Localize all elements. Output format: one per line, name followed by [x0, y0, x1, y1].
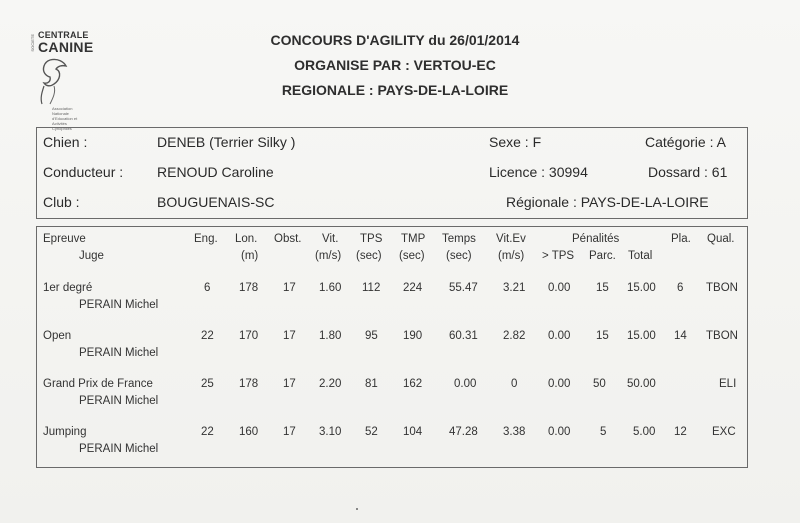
row-obst: 17 [283, 282, 296, 294]
row-temps: 47.28 [449, 426, 478, 438]
conducteur-value: RENOUD Caroline [157, 164, 274, 180]
row-vitev: 0 [511, 378, 518, 390]
header-lon: Lon. [235, 233, 258, 245]
header-penalites: Pénalités [572, 233, 620, 245]
scan-speck [356, 508, 358, 510]
club-label: Club : [43, 194, 80, 210]
header-title: CONCOURS D'AGILITY du 26/01/2014 [270, 32, 520, 48]
chien-value: DENEB (Terrier Silky ) [157, 134, 296, 150]
row-vit: 3.10 [319, 426, 342, 438]
logo-top-text: CENTRALE [38, 30, 89, 40]
row-eng: 22 [201, 426, 214, 438]
header-temps-unit: (sec) [446, 250, 472, 262]
row-pen-tps: 0.00 [548, 426, 571, 438]
row-qual: TBON [706, 282, 738, 294]
dog-silhouette-icon [36, 56, 76, 106]
row-pen-parc: 5 [600, 426, 607, 438]
row-epreuve: Jumping [43, 426, 87, 438]
row-tps: 52 [365, 426, 378, 438]
row-temps: 0.00 [454, 378, 477, 390]
header-pla: Pla. [671, 233, 691, 245]
row-vit: 2.20 [319, 378, 342, 390]
header-regionale: REGIONALE : PAYS-DE-LA-LOIRE [281, 82, 509, 98]
conducteur-label: Conducteur : [43, 164, 124, 180]
header-qual: Qual. [707, 233, 735, 245]
row-lon: 170 [239, 330, 259, 342]
row-epreuve: Open [43, 330, 72, 342]
row-lon: 178 [239, 282, 259, 294]
row-tps: 112 [362, 282, 381, 294]
row-pen-total: 15.00 [627, 282, 656, 294]
results-table [36, 226, 748, 468]
row-tps: 95 [365, 330, 378, 342]
row-pen-parc: 15 [596, 330, 609, 342]
header-pen-parc: Parc. [589, 250, 616, 262]
regionale-value: Régionale : PAYS-DE-LA-LOIRE [506, 194, 709, 210]
row-vit: 1.60 [319, 282, 342, 294]
row-epreuve: 1er degré [43, 282, 93, 294]
row-vit: 1.80 [319, 330, 342, 342]
row-obst: 17 [283, 330, 296, 342]
logo-tagline: Association Nationale d'Education et Activités Cynophiles [52, 106, 78, 131]
row-qual: TBON [706, 330, 738, 342]
header-vit-unit: (m/s) [315, 250, 342, 262]
row-eng: 6 [204, 282, 211, 294]
row-lon: 160 [239, 426, 259, 438]
row-pla: 12 [674, 426, 687, 438]
licence-value: Licence : 30994 [489, 164, 588, 180]
row-pen-total: 15.00 [627, 330, 656, 342]
row-tmp: 224 [403, 282, 423, 294]
row-pen-total: 5.00 [633, 426, 656, 438]
header-pen-tps: > TPS [542, 250, 575, 262]
row-qual: EXC [712, 426, 736, 438]
header-tmp-unit: (sec) [399, 250, 425, 262]
header-obst: Obst. [274, 233, 302, 245]
chien-label: Chien : [43, 134, 88, 150]
header-temps: Temps [442, 233, 476, 245]
header-tmp: TMP [401, 233, 426, 245]
header-vitev-unit: (m/s) [498, 250, 525, 262]
row-pen-tps: 0.00 [548, 282, 571, 294]
row-temps: 60.31 [449, 330, 478, 342]
row-temps: 55.47 [449, 282, 478, 294]
competitor-info-box [36, 127, 748, 219]
header-lon-unit: (m) [241, 250, 259, 262]
row-tmp: 104 [403, 426, 423, 438]
row-juge: PERAIN Michel [79, 395, 159, 407]
row-pen-parc: 15 [596, 282, 609, 294]
row-pla: 6 [677, 282, 684, 294]
row-eng: 25 [201, 378, 214, 390]
header-juge: Juge [79, 250, 104, 262]
row-juge: PERAIN Michel [79, 443, 159, 455]
row-vitev: 3.38 [503, 426, 526, 438]
societe-centrale-canine-logo [30, 30, 100, 131]
header-vit: Vit. [322, 233, 339, 245]
row-pen-tps: 0.00 [548, 378, 571, 390]
sexe-value: Sexe : F [489, 134, 542, 150]
header-eng: Eng. [194, 233, 218, 245]
logo-main-text: CANINE [38, 39, 94, 55]
row-tmp: 162 [403, 378, 423, 390]
row-qual: ELI [719, 378, 737, 390]
row-tps: 81 [365, 378, 378, 390]
dossard-value: Dossard : 61 [648, 164, 728, 180]
logo-side-text: SOCIETE [30, 34, 35, 52]
row-pla: 14 [674, 330, 687, 342]
row-obst: 17 [283, 378, 296, 390]
club-value: BOUGUENAIS-SC [157, 194, 275, 210]
row-juge: PERAIN Michel [79, 347, 159, 359]
header-epreuve: Epreuve [43, 233, 86, 245]
header-organiser: ORGANISE PAR : VERTOU-EC [294, 57, 496, 73]
info-row-club [37, 194, 747, 216]
row-tmp: 190 [403, 330, 423, 342]
info-row-chien [37, 134, 747, 156]
info-row-conducteur [37, 164, 747, 186]
row-pen-total: 50.00 [627, 378, 656, 390]
row-lon: 178 [239, 378, 259, 390]
header-vitev: Vit.Ev [496, 233, 526, 245]
row-pen-parc: 50 [593, 378, 606, 390]
header-pen-total: Total [628, 250, 653, 262]
categorie-value: Catégorie : A [645, 134, 726, 150]
document-header [180, 30, 610, 105]
row-eng: 22 [201, 330, 214, 342]
row-vitev: 2.82 [503, 330, 526, 342]
header-tps: TPS [360, 233, 383, 245]
row-obst: 17 [283, 426, 296, 438]
row-juge: PERAIN Michel [79, 299, 159, 311]
header-tps-unit: (sec) [356, 250, 382, 262]
row-pen-tps: 0.00 [548, 330, 571, 342]
row-epreuve: Grand Prix de France [43, 378, 153, 390]
row-vitev: 3.21 [503, 282, 526, 294]
